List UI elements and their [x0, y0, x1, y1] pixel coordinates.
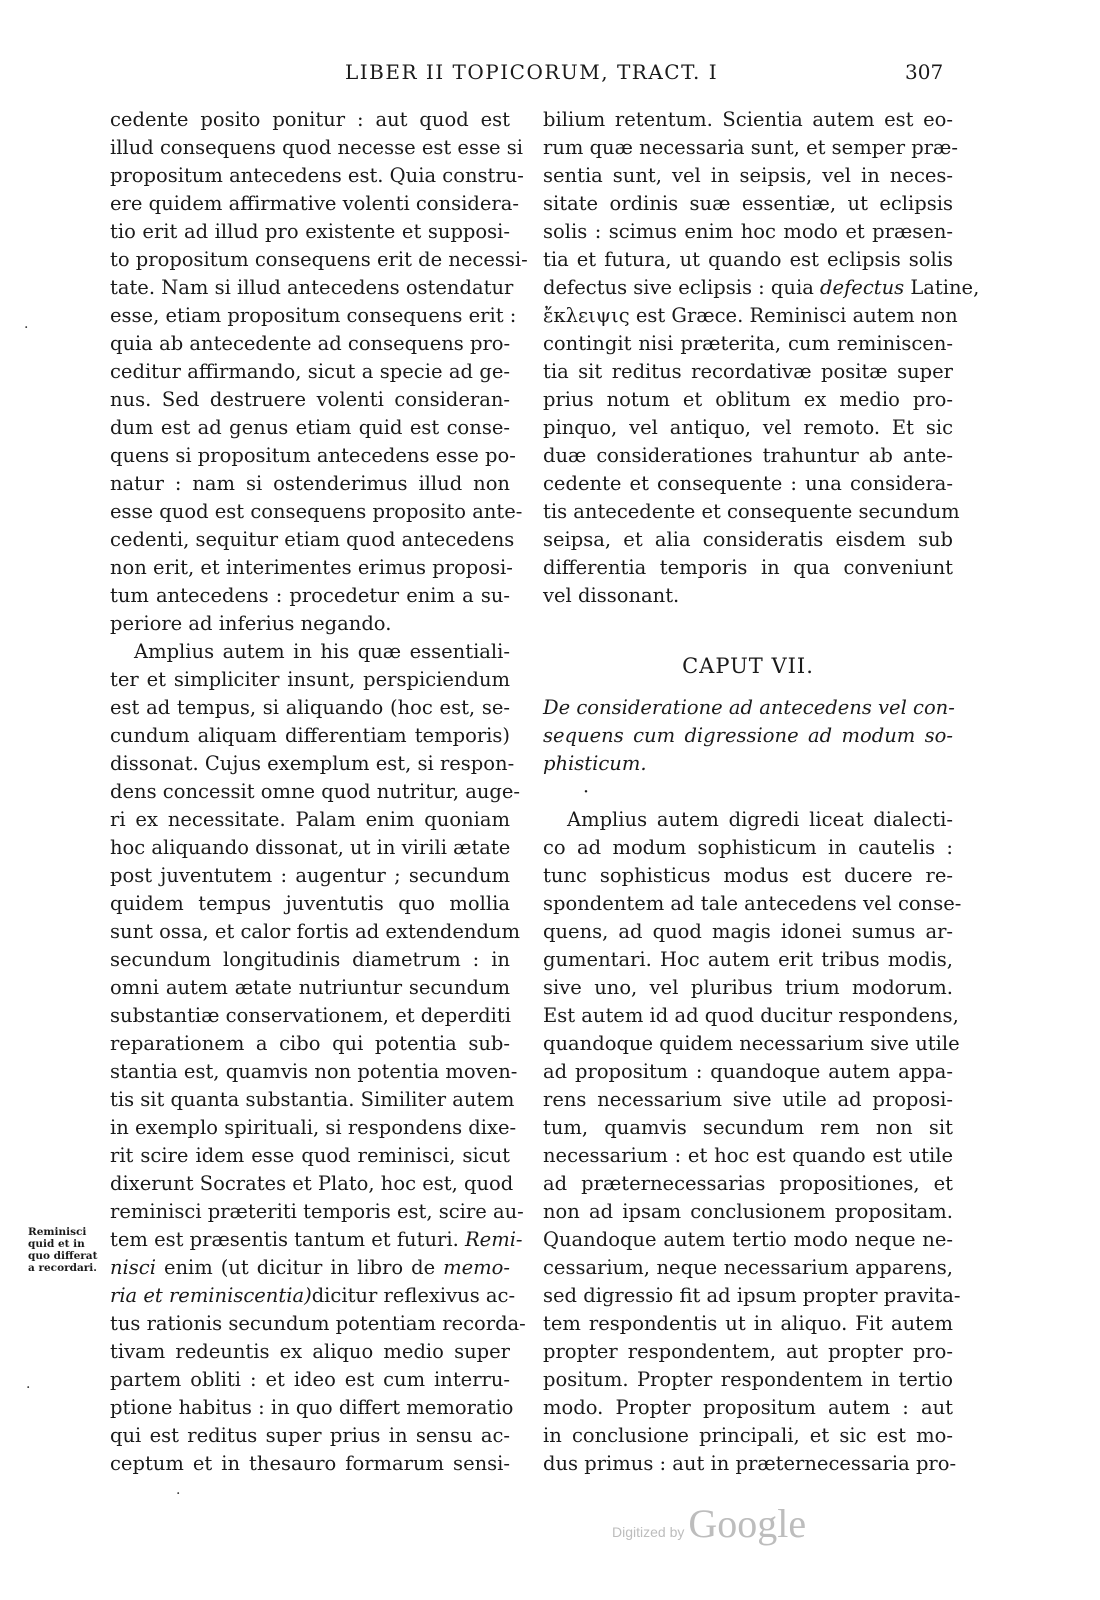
page-number: 307: [905, 60, 944, 84]
text-line: differentia temporis in qua conveniunt: [543, 556, 953, 579]
text-line: tem respondentis ut in aliquo. Fit autem: [543, 1312, 953, 1335]
margin-note-line: quo differat: [28, 1250, 98, 1262]
italic-run: ria et reminiscentia): [110, 1284, 312, 1307]
google-watermark: [612, 1500, 852, 1550]
italic-run: defectus: [820, 276, 905, 299]
text-line: in exemplo spirituali, si respondens dixe-: [110, 1116, 517, 1139]
text-line: dum est ad genus etiam quid est conse-: [110, 416, 510, 439]
stray-mark: ·: [26, 1380, 31, 1396]
running-head: [0, 60, 1100, 90]
italic-run: Remi-: [464, 1228, 523, 1251]
text-line: co ad modum sophisticum in cautelis :: [543, 836, 953, 859]
text-line: Amplius autem in his quæ essentiali-: [134, 640, 510, 663]
text-line: dens concessit omne quod nutritur, auge-: [110, 780, 521, 803]
text-line: duæ considerationes trahuntur ab ante-: [543, 444, 953, 467]
text-line: nus. Sed destruere volenti consideran-: [110, 388, 510, 411]
running-head-title: LIBER II TOPICORUM, TRACT. I: [345, 60, 719, 84]
text-line: tunc sophisticus modus est ducere re-: [543, 864, 953, 887]
text-line: qui est reditus super prius in sensu ac-: [110, 1424, 510, 1447]
text-line: positum. Propter respondentem in tertio: [543, 1368, 953, 1391]
italic-run: memo-: [443, 1256, 510, 1279]
text-line: propositum antecedens est. Quia constru-: [110, 164, 524, 187]
text-line: necessarium : et hoc est quando est utile: [543, 1144, 953, 1167]
text-line: sed digressio fit ad ipsum propter pravita-: [543, 1284, 961, 1307]
text-run: est Græce. Reminisci autem non: [629, 304, 958, 327]
text-line: modo. Propter propositum autem : aut: [543, 1396, 953, 1419]
text-line: illud consequens quod necesse est esse si: [110, 136, 523, 159]
text-line: cedenti, sequitur etiam quod antecedens: [110, 528, 515, 551]
text-line: dissonat. Cujus exemplum est, si respon-: [110, 752, 515, 775]
text-line: rit scire idem esse quod reminisci, sicut: [110, 1144, 510, 1167]
right-column: [543, 106, 980, 1478]
text-line: esse quod est consequens proposito ante-: [110, 500, 523, 523]
digitized-by-text: Digitized by: [612, 1524, 685, 1540]
text-line: dixerunt Socrates et Plato, hoc est, quod: [110, 1172, 514, 1195]
text-line: tum, quamvis secundum rem non sit: [543, 1116, 953, 1139]
text-line: reparationem a cibo qui potentia sub-: [110, 1032, 510, 1055]
text-line: cedente posito ponitur : aut quod est: [110, 108, 510, 131]
text-line: cedente et consequente : una considera-: [543, 472, 953, 495]
text-line: omni autem ætate nutriuntur secundum: [110, 976, 510, 999]
left-column: [110, 106, 528, 1478]
text-line: stantia est, quamvis non potentia moven-: [110, 1060, 518, 1083]
text-line: sentia sunt, vel in seipsis, vel in neces-: [543, 164, 953, 187]
text-run: defectus sive eclipsis : quia: [543, 276, 821, 299]
text-line: dus primus : aut in præternecessaria pro-: [543, 1452, 957, 1475]
italic-run: nisci: [110, 1256, 156, 1279]
text-run: enim (ut dicitur in libro de: [155, 1256, 444, 1279]
text-line: pinquo, vel antiquo, vel remoto. Et sic: [543, 416, 953, 439]
text-run: dicitur reflexivus ac-: [311, 1284, 516, 1307]
text-line: contingit nisi præterita, cum reminiscen-: [543, 332, 953, 355]
text-line: in conclusione principali, et sic est mo-: [543, 1424, 953, 1447]
chapter-summary-line: De consideratione ad antecedens vel con-: [543, 696, 955, 719]
text-line: propter respondentem, aut propter pro-: [543, 1340, 953, 1363]
text-line: Quandoque autem tertio modo neque ne-: [543, 1228, 953, 1251]
text-run: Latine,: [904, 276, 980, 299]
stray-mark: ·: [583, 781, 590, 803]
text-line: [110, 1282, 516, 1310]
text-line: quens, ad quod magis idonei sumus ar-: [543, 920, 953, 943]
text-line: ere quidem affirmative volenti considera-: [110, 192, 519, 215]
text-line: tate. Nam si illud antecedens ostendatur: [110, 276, 514, 299]
text-line: ter et simpliciter insunt, perspiciendum: [110, 668, 510, 691]
text-line: cundum aliquam differentiam temporis): [110, 724, 510, 747]
chapter-summary-line: sequens cum digressione ad modum so-: [543, 724, 953, 747]
text-line: sitate ordinis suæ essentiæ, ut eclipsis: [543, 192, 953, 215]
margin-note: [28, 1226, 108, 1274]
text-line: solis : scimus enim hoc modo et præsen-: [543, 220, 953, 243]
text-line: sive uno, vel pluribus trium modorum.: [543, 976, 953, 999]
margin-note-line: quid et in: [28, 1238, 85, 1250]
text-line: tis antecedente et consequente secundum: [543, 500, 960, 523]
text-line: partem obliti : et ideo est cum interru-: [110, 1368, 510, 1391]
stray-mark: ·: [176, 1486, 181, 1502]
text-line: quia ab antecedente ad consequens pro-: [110, 332, 511, 355]
greek-word: ἔκλειψις: [543, 304, 630, 327]
text-line: vel dissonant.: [543, 584, 680, 607]
text-line: ptione habitus : in quo differt memoratio: [110, 1396, 514, 1419]
text-line: Est autem id ad quod ducitur respondens,: [543, 1004, 959, 1027]
text-line: post juventutem : augentur ; secundum: [110, 864, 510, 887]
text-line: [543, 302, 958, 330]
text-line: ad propositum : quandoque autem appa-: [543, 1060, 953, 1083]
text-line: quens si propositum antecedens esse po-: [110, 444, 516, 467]
text-line: tivam redeuntis ex aliquo medio super: [110, 1340, 510, 1363]
text-line: tus rationis secundum potentiam recorda-: [110, 1312, 526, 1335]
text-line: non erit, et interimentes erimus proposi-: [110, 556, 513, 579]
text-line: esse, etiam propositum consequens erit :: [110, 304, 517, 327]
text-line: bilium retentum. Scientia autem est eo-: [543, 108, 953, 131]
text-line: tia et futura, ut quando est eclipsis solis: [543, 248, 953, 271]
margin-note-line: a recordari.: [28, 1262, 97, 1274]
text-line: seipsa, et alia consideratis eisdem sub: [543, 528, 953, 551]
text-line: rum quæ necessaria sunt, et semper præ-: [543, 136, 958, 159]
text-line: reminisci præteriti temporis est, scire au-: [110, 1200, 524, 1223]
text-line: Amplius autem digredi liceat dialecti-: [567, 808, 953, 831]
text-line: rens necessarium sive utile ad proposi-: [543, 1088, 953, 1111]
text-line: ceditur affirmando, sicut a specie ad ge-: [110, 360, 510, 383]
text-line: spondentem ad tale antecedens vel conse-: [543, 892, 962, 915]
text-line: substantiæ conservationem, et deperditi: [110, 1004, 511, 1027]
text-line: tum antecedens : procedetur enim a su-: [110, 584, 510, 607]
stray-mark: ·: [24, 320, 29, 336]
text-line: sunt ossa, et calor fortis ad extendendum: [110, 920, 521, 943]
spacer: [543, 610, 953, 638]
text-line: quidem tempus juventutis quo mollia: [110, 892, 510, 915]
chapter-heading: CAPUT VII.: [682, 654, 814, 678]
text-line: cessarium, neque necessarium apparens,: [543, 1256, 953, 1279]
text-line: natur : nam si ostenderimus illud non: [110, 472, 510, 495]
text-line: to propositum consequens erit de necessi-: [110, 248, 528, 271]
text-line: [543, 274, 980, 302]
text-line: periore ad inferius negando.: [110, 612, 392, 635]
text-line: ad præternecessarias propositiones, et: [543, 1172, 953, 1195]
text-line: secundum longitudinis diametrum : in: [110, 948, 510, 971]
google-logo: Google: [688, 1501, 807, 1546]
text-line: tio erit ad illud pro existente et supposi-: [110, 220, 510, 243]
text-line: est ad tempus, si aliquando (hoc est, se-: [110, 696, 510, 719]
text-line: prius notum et oblitum ex medio pro-: [543, 388, 953, 411]
text-line: gumentari. Hoc autem erit tribus modis,: [543, 948, 953, 971]
text-line: quandoque quidem necessarium sive utile: [543, 1032, 960, 1055]
text-line: [110, 1226, 523, 1254]
text-line: non ad ipsam conclusionem propositam.: [543, 1200, 953, 1223]
text-line: hoc aliquando dissonat, ut in virili ætate: [110, 836, 511, 859]
text-line: ceptum et in thesauro formarum sensi-: [110, 1452, 510, 1475]
text-line: ri ex necessitate. Palam enim quoniam: [110, 808, 510, 831]
text-line: [110, 1254, 510, 1282]
chapter-summary-line: phisticum.: [543, 752, 647, 775]
text-line: tia sit reditus recordativæ positæ super: [543, 360, 953, 383]
text-line: tis sit quanta substantia. Similiter autem: [110, 1088, 515, 1111]
margin-note-line: Reminisci: [28, 1226, 87, 1238]
text-run: tem est præsentis tantum et futuri.: [110, 1228, 465, 1251]
